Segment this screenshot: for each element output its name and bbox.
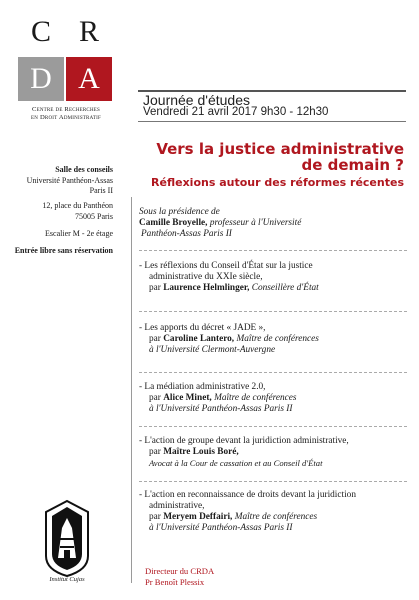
separator — [139, 481, 407, 483]
talk-by: par — [149, 393, 161, 403]
logo-letter-a: A — [66, 57, 112, 101]
presidency-role2: Panthéon-Assas Paris II — [141, 229, 232, 239]
address-block — [42, 201, 113, 222]
venue-university: Université Panthéon-Assas — [26, 175, 113, 185]
talk-by: par — [149, 447, 161, 457]
title-line1: Vers la justice administrative — [156, 140, 404, 158]
presidency — [139, 207, 411, 240]
talk-title-cont: administrative, — [149, 501, 205, 511]
venue-stairs: Escalier M - 2e étage — [45, 229, 113, 238]
separator — [139, 311, 407, 313]
presidency-role1: professeur à l'Université — [209, 218, 302, 228]
speaker-name: Maître Louis Boré, — [163, 447, 239, 457]
speaker-role: Conseillère d'État — [251, 283, 319, 293]
talk-title: - Les apports du décret « JADE », — [139, 323, 266, 333]
title-line2: de demain ? — [301, 156, 404, 174]
venue-block — [27, 165, 113, 197]
speaker-role: Maître de conférences — [214, 393, 297, 403]
logo-subtitle-line1: Centre de Recherches — [31, 106, 101, 113]
logo-letter-r: R — [66, 10, 112, 54]
logo-subtitle — [18, 106, 114, 122]
separator — [139, 250, 407, 252]
talk-title-cont: administrative du XXIe siècle, — [149, 272, 263, 282]
speaker-role: Maître de conférences — [234, 512, 318, 522]
venue-street: 12, place du Panthéon — [42, 201, 113, 210]
talk-title: - L'action de groupe devant la juridiction administrative, — [139, 436, 349, 446]
footer-director-title: Directeur du CRDA — [145, 566, 215, 576]
separator — [139, 372, 407, 374]
venue-room: Salle des conseils — [55, 165, 113, 174]
speaker-affiliation: à l'Université Panthéon-Assas Paris II — [149, 404, 293, 414]
talk-title: - L'action en reconnaissance de droits devant la juridiction — [139, 490, 356, 500]
header-rule-bottom — [138, 121, 406, 122]
talk-4 — [139, 436, 411, 469]
talk-by: par — [149, 512, 161, 522]
speaker-role: Maître de conférences — [236, 334, 319, 344]
presidency-name: Camille Broyelle, — [139, 218, 208, 228]
logo-letter-c: C — [18, 10, 64, 54]
event-name: Journée d'études — [143, 92, 250, 108]
seal-caption: Institut Cujas — [49, 576, 85, 583]
seal-icon — [38, 498, 96, 588]
institut-cujas-seal — [38, 498, 96, 588]
venue-city: 75005 Paris — [75, 211, 113, 221]
speaker-affiliation: à l'Université Panthéon-Assas Paris II — [149, 523, 293, 533]
speaker-name: Meryem Deffairi, — [163, 512, 233, 522]
venue-entry: Entrée libre sans réservation — [14, 246, 113, 255]
speaker-name: Laurence Helmlinger, — [163, 283, 250, 293]
speaker-affiliation: Avocat à la Cour de cassation et au Conseil d'État — [149, 458, 323, 468]
presidency-intro: Sous la présidence de — [139, 207, 220, 217]
event-date: Vendredi 21 avril 2017 9h30 - 12h30 — [143, 106, 329, 118]
talk-5 — [139, 490, 411, 534]
talk-title: - Les réflexions du Conseil d'État sur la justice — [139, 261, 313, 271]
venue-campus: Paris II — [89, 186, 113, 195]
program-divider — [131, 197, 132, 583]
subtitle: Réflexions autour des réformes récentes — [151, 176, 404, 189]
talk-by: par — [149, 334, 161, 344]
talk-3 — [139, 382, 411, 415]
talk-title: - La médiation administrative 2.0, — [139, 382, 266, 392]
crda-logo — [18, 10, 114, 102]
logo-letter-d: D — [18, 57, 64, 101]
talk-by: par — [149, 283, 161, 293]
logo-subtitle-line2: en Droit Administratif — [31, 114, 101, 121]
speaker-name: Caroline Lantero, — [163, 334, 235, 344]
speaker-affiliation: à l'Université Clermont-Auvergne — [149, 345, 276, 355]
footer-director-name: Pr Benoît Plessix — [145, 577, 205, 587]
separator — [139, 426, 407, 428]
talk-2 — [139, 323, 411, 356]
talk-1 — [139, 261, 411, 294]
speaker-name: Alice Minet, — [163, 393, 212, 403]
